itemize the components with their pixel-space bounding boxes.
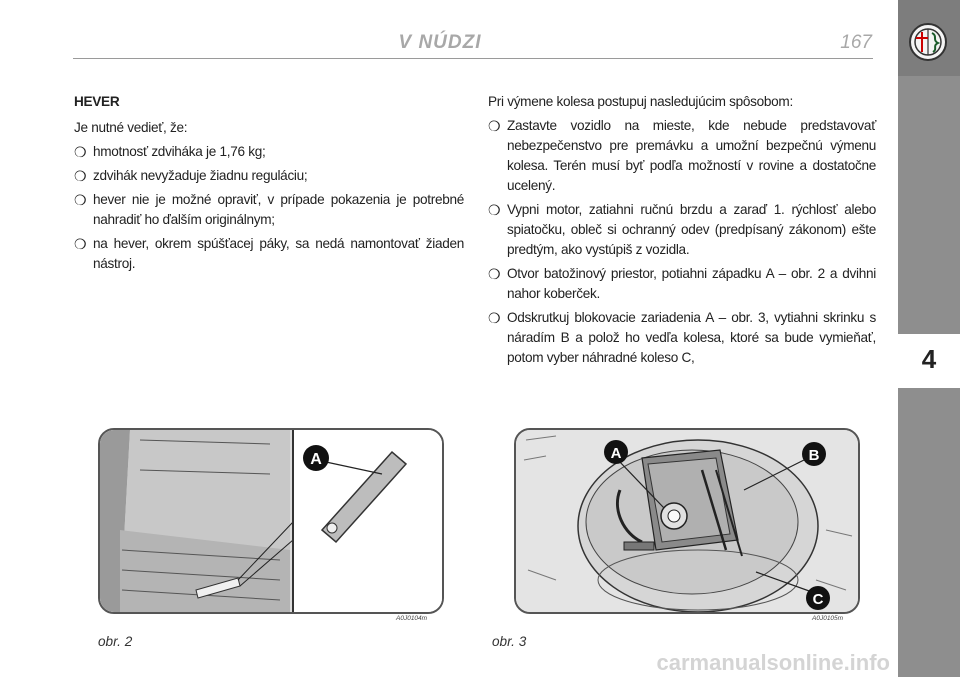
list-item-text: Otvor batožinový priestor, potiahni západku A – obr. 2 a dvihni nahor koberček. <box>507 266 876 301</box>
callout-a: A <box>310 451 322 468</box>
list-item <box>488 308 876 368</box>
list-item <box>74 190 464 230</box>
callout-b: B <box>808 447 820 464</box>
list-item-text: zdvihák nevyžaduje žiadnu reguláciu; <box>93 168 308 183</box>
sidebar-cap <box>898 0 960 76</box>
list-item-text: Vypni motor, zatiahni ručnú brzdu a zaraď 1. rýchlosť alebo spiatočku, obleč si ochranný odev (predpísaný zákonom) ešte predtým, ako vystúpiš z vozidla. <box>507 202 876 257</box>
chapter-number: 4 <box>921 344 937 374</box>
list-item-text: Zastavte vozidlo na mieste, kde nebude predstavovať nebezpečenstvo pre premávku a umožní bezpečnú výmenu kolesa. Terén musí byť podľa možností v rovine a dostatočne ucelený. <box>507 118 876 193</box>
bullet-icon: ❍ <box>488 202 501 218</box>
chapter-tab[interactable] <box>898 333 960 389</box>
list-item <box>74 142 464 162</box>
list-item <box>488 264 876 304</box>
right-column <box>488 92 876 372</box>
bullet-icon: ❍ <box>74 168 87 184</box>
section-heading: HEVER <box>74 94 120 109</box>
brand-logo-icon <box>908 22 948 62</box>
callout-c: C <box>812 591 824 608</box>
watermark-text: carmanualsonline.info <box>656 650 890 675</box>
list-item-text: hmotnosť zdviháka je 1,76 kg; <box>93 144 266 159</box>
intro-text: Je nutné vedieť, že: <box>74 120 188 135</box>
figure-3-illustration <box>514 428 860 614</box>
bullet-icon: ❍ <box>74 236 87 252</box>
list-item-text: na hever, okrem spúšťacej páky, sa nedá namontovať žiaden nástroj. <box>93 236 464 271</box>
list-item <box>488 116 876 196</box>
callout-a: A <box>610 445 622 462</box>
list-item-text: hever nie je možné opraviť, v prípade pokazenia je potrebné nahradiť ho ďalším originálnym; <box>93 192 464 227</box>
figure-3-code: A0J0105m <box>812 615 844 622</box>
spare-wheel-illustration <box>516 430 858 612</box>
header-divider <box>73 58 873 59</box>
page-title: V NÚDZI <box>398 32 482 53</box>
figure-3-caption: obr. 3 <box>492 634 527 649</box>
list-item <box>74 166 464 186</box>
list-item <box>74 234 464 274</box>
page-number: 167 <box>840 32 872 53</box>
list-item-text: Odskrutkuj blokovacie zariadenia A – obr. 3, vytiahni skrinku s náradím B a polož ho vedľa kolesa, ktoré sa bude vymieňať, potom vyber náhradné koleso C, <box>507 310 876 365</box>
bullet-icon: ❍ <box>488 266 501 282</box>
figure-2-caption: obr. 2 <box>98 634 133 649</box>
bullet-icon: ❍ <box>74 144 87 160</box>
trunk-latch-illustration <box>100 430 442 612</box>
bullet-icon: ❍ <box>488 310 501 326</box>
figure-2-code: A0J0104m <box>396 615 428 622</box>
intro-text: Pri výmene kolesa postupuj nasledujúcim spôsobom: <box>488 94 793 109</box>
left-column <box>74 92 464 278</box>
list-item <box>488 200 876 260</box>
bullet-icon: ❍ <box>74 192 87 208</box>
figure-2-illustration <box>98 428 444 614</box>
bullet-icon: ❍ <box>488 118 501 134</box>
